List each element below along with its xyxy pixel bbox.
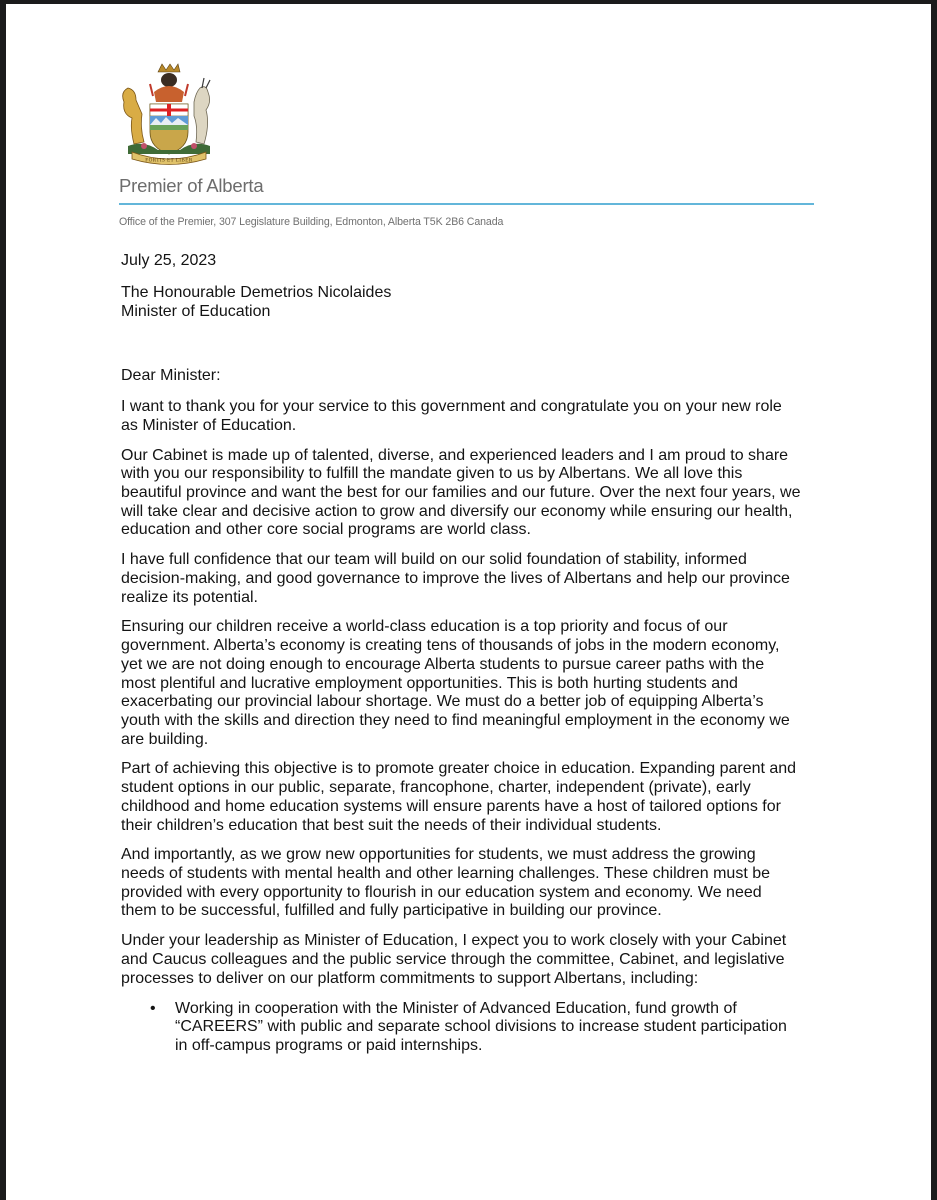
paragraph-line: needs of students with mental health and other learning challenges. These children must be [121,865,770,883]
bullet-line: Working in cooperation with the Minister of Advanced Education, fund growth of [175,999,737,1017]
paragraph-line: will take clear and decisive action to grow and diversify our economy while ensuring our health, [121,502,793,520]
paragraph-line: Part of achieving this objective is to promote greater choice in education. Expanding parent and [121,760,797,778]
paragraph-line: processes to deliver on our platform commitments to support Albertans, including: [121,969,699,987]
crest-motto: FORTIS ET LIBER [145,157,193,164]
paragraph-line: Under your leadership as Minister of Education, I expect you to work closely with your Cabinet [121,932,787,950]
body-paragraph [121,618,800,749]
letter-body [121,398,800,1067]
bullet-list-item [121,1000,800,1056]
paragraph-line: student options in our public, separate, francophone, charter, independent (private), early [121,779,751,797]
paragraph-line: government. Alberta’s economy is creating tens of thousands of jobs in the modern economy, [121,637,780,655]
paragraph-line: I want to thank you for your service to this government and congratulate you on your new role [121,398,782,415]
letter-page [6,4,931,1200]
paragraph-line: childhood and home education systems will ensure parents have a host of tailored options for [121,797,781,815]
paragraph-line: education and other core social programs are world class. [121,521,531,539]
paragraph-line: Ensuring our children receive a world-class education is a top priority and focus of our [121,618,728,636]
paragraph-line: youth with the skills and direction they need to find meaningful employment in the economy we [121,711,790,729]
organization-name: Premier of Alberta [119,175,264,196]
paragraph-line: beautiful province and want the best for our families and our future. Over the next four years, we [121,483,801,501]
letterhead-divider [119,203,814,205]
body-paragraph [121,760,800,835]
paragraph-line: most plentiful and lucrative employment opportunities. This is both hurting students and [121,674,738,692]
paragraph-line: as Minister of Education. [121,416,297,434]
paragraph-line: I have full confidence that our team will build on our solid foundation of stability, informed [121,551,747,569]
alberta-coat-of-arms-logo [114,62,222,166]
paragraph-line: And importantly, as we grow new opportunities for students, we must address the growing [121,846,756,864]
paragraph-line: and Caucus colleagues and the public service through the committee, Cabinet, and legislative [121,951,785,968]
paragraph-line: are building. [121,730,209,748]
bullet-icon: • [150,999,156,1017]
body-paragraph [121,551,800,607]
recipient-block [121,284,391,321]
body-paragraph [121,447,800,540]
paragraph-line: their children’s education that best suit the needs of their individual students. [121,816,662,834]
paragraph-line: exacerbating our provincial labour shortage. We must do a better job of equipping Alberta’s [121,693,764,711]
paragraph-line: provided with every opportunity to flourish in our education system and economy. We need [121,883,762,901]
paragraph-line: realize its potential. [121,588,258,606]
paragraph-line: yet we are not doing enough to encourage Alberta students to pursue career paths with the [121,655,765,673]
body-paragraph [121,398,800,435]
paragraph-line: Our Cabinet is made up of talented, diverse, and experienced leaders and I am proud to share [121,446,789,464]
paragraph-line: decision-making, and good governance to improve the lives of Albertans and help our province [121,569,790,587]
paragraph-line: with you our responsibility to fulfill the mandate given to us by Albertans. We all love this [121,465,743,483]
salutation: Dear Minister: [121,367,221,384]
body-paragraph [121,846,800,921]
office-address: Office of the Premier, 307 Legislature Building, Edmonton, Alberta T5K 2B6 Canada [119,216,504,228]
recipient-name: The Honourable Demetrios Nicolaides [121,284,392,301]
body-paragraph [121,932,800,988]
paragraph-line: them to be successful, fulfilled and fully participative in building our province. [121,902,662,920]
letter-date: July 25, 2023 [121,252,217,269]
bullet-line: in off-campus programs or paid internships. [175,1036,483,1054]
bullet-line: “CAREERS” with public and separate school divisions to increase student participation [175,1018,787,1036]
recipient-title: Minister of Education [121,302,271,320]
